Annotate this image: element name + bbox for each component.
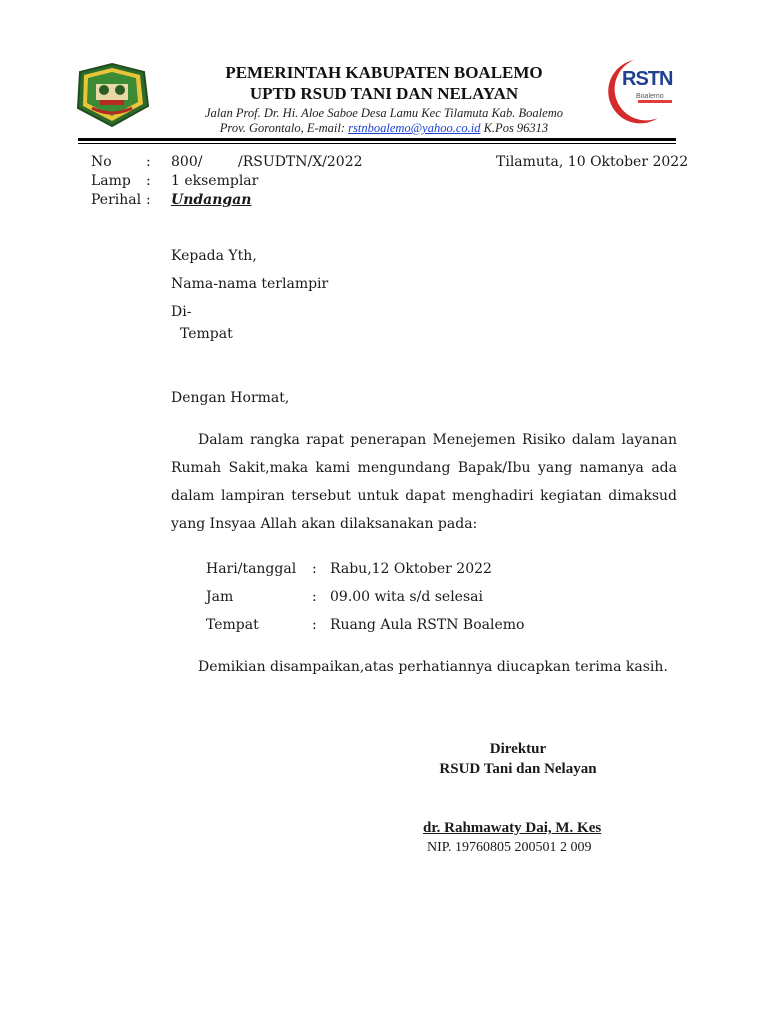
header-rule-thin <box>78 143 676 144</box>
no-label: No <box>91 154 112 170</box>
lamp-value: 1 eksemplar <box>171 173 259 189</box>
address-province: Prov. Gorontalo, E-mail: <box>219 121 349 135</box>
no-colon: : <box>146 154 151 170</box>
signature-name: dr. Rahmawaty Dai, M. Kes <box>423 820 602 836</box>
perihal-colon: : <box>146 192 151 208</box>
recipient-nama: Nama-nama terlampir <box>171 276 329 292</box>
no-value: 800/ /RSUDTN/X/2022 <box>171 154 363 170</box>
recipient-tempat: Tempat <box>180 326 233 342</box>
organization-name: UPTD RSUD TANI DAN NELAYAN <box>249 84 519 103</box>
salutation: Dengan Hormat, <box>171 390 290 406</box>
detail-value-tempat: Ruang Aula RSTN Boalemo <box>330 617 525 633</box>
lamp-label: Lamp <box>91 173 131 189</box>
closing-text: Demikian disampaikan,atas perhatiannya diucapkan terima kasih. <box>198 659 668 675</box>
body-paragraph-text: Dalam rangka rapat penerapan Menejemen Risiko dalam layanan Rumah Sakit,maka kami mengundang Bapak/Ibu yang namanya ada dalam lampiran tersebut untuk dapat menghadiri kegiatan dimaksud yang Insyaa Allah akan dilaksanakan pada: <box>171 432 677 532</box>
email-link[interactable]: rstnboalemo@yahoo.co.id <box>348 121 481 135</box>
recipient-di: Di- <box>171 304 192 320</box>
letter-date: Tilamuta, 10 Oktober 2022 <box>496 154 689 170</box>
signature-org: RSUD Tani dan Nelayan <box>439 761 597 777</box>
government-name: PEMERINTAH KABUPATEN BOALEMO <box>225 63 543 82</box>
detail-value-jam: 09.00 wita s/d selesai <box>330 589 483 605</box>
lamp-colon: : <box>146 173 151 189</box>
detail-value-hari: Rabu,12 Oktober 2022 <box>330 561 492 577</box>
perihal-label: Perihal <box>91 192 142 208</box>
signature-title: Direktur <box>489 741 547 757</box>
detail-colon-jam: : <box>312 589 317 605</box>
header-rule-thick <box>78 138 676 141</box>
rstn-logo <box>600 56 680 128</box>
postal-code: K.Pos 96313 <box>480 121 549 135</box>
detail-label-jam: Jam <box>206 589 234 605</box>
signature-nip: NIP. 19760805 200501 2 009 <box>427 840 592 855</box>
detail-label-tempat: Tempat <box>206 617 259 633</box>
detail-colon-hari: : <box>312 561 317 577</box>
detail-colon-tempat: : <box>312 617 317 633</box>
perihal-value: Undangan <box>171 192 252 208</box>
rstn-logo-subtext: Boalemo <box>636 93 664 100</box>
body-paragraph <box>171 426 677 538</box>
rstn-logo-text: RSTN <box>622 68 673 90</box>
detail-label-hari: Hari/tanggal <box>206 561 297 577</box>
address-line-1: Jalan Prof. Dr. Hi. Aloe Saboe Desa Lamu Kec Tilamuta Kab. Boalemo <box>205 106 563 120</box>
recipient-kepada: Kepada Yth, <box>171 248 257 264</box>
